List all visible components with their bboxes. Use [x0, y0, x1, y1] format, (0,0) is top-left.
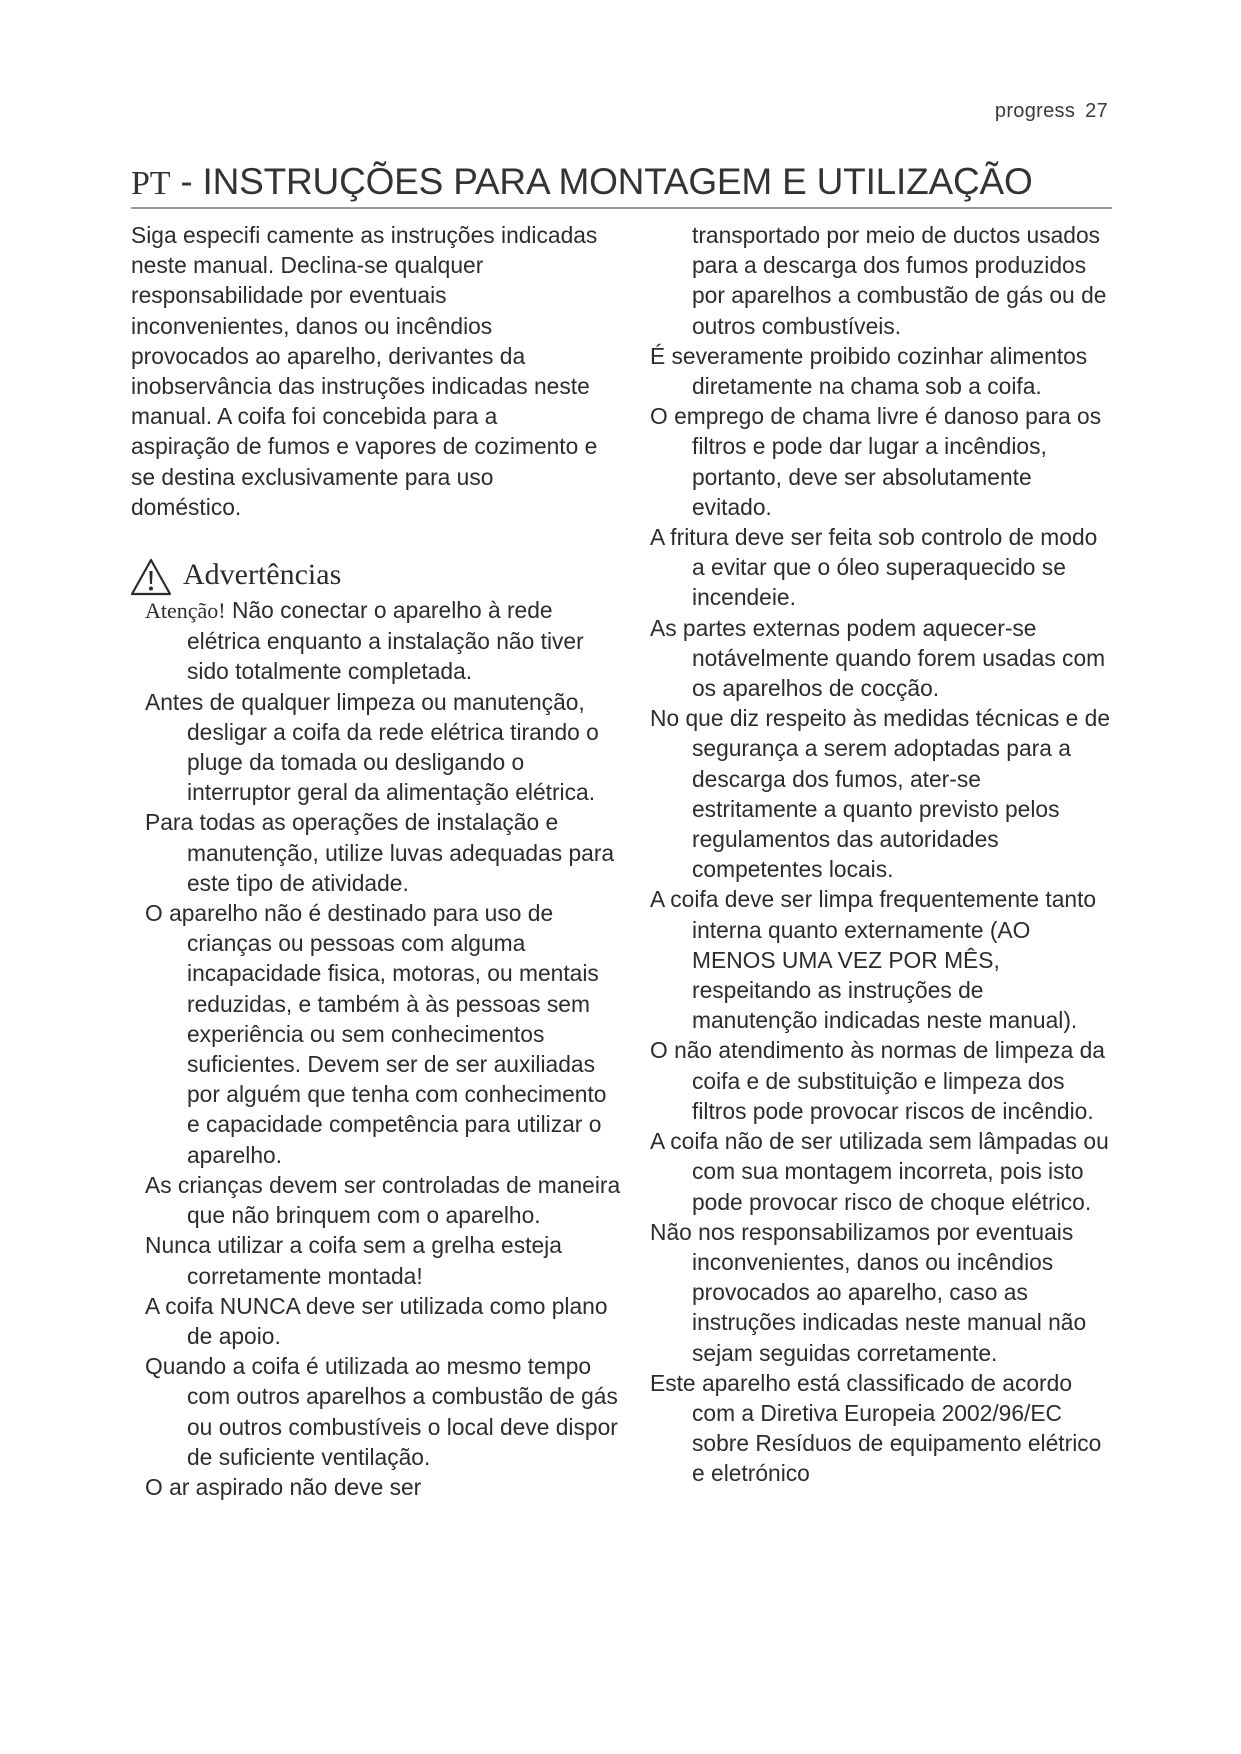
list-item: O aparelho não é destinado para uso de crianças ou pessoas com alguma incapacidade fisica, motoras, ou mentais reduzidas, e também à às pessoas sem experiência ou sem conhecimentos suficientes. Devem ser de ser auxiliadas por alguém que tenha com conhecimento e capacidade competência para utilizar o aparelho.	[145, 900, 607, 1168]
warning-triangle-icon	[129, 557, 173, 597]
language-code: PT	[131, 165, 171, 202]
title-divider	[131, 207, 1112, 209]
page-number: 27	[1085, 100, 1108, 122]
page-title	[131, 160, 1111, 206]
list-item: O emprego de chama livre é danoso para os filtros e pode dar lugar a incêndios, portanto, deve ser absolutamente evitado.	[650, 403, 1102, 520]
title-text: - INSTRUÇÕES PARA MONTAGEM E UTILIZAÇÃO	[170, 161, 1033, 202]
list-item: O não atendimento às normas de limpeza da coifa e de substituição e limpeza dos filtros pode provocar riscos de incêndio.	[650, 1037, 1105, 1124]
list-item: As crianças devem ser controladas de maneira que não brinquem com o aparelho.	[145, 1171, 621, 1229]
list-item: Este aparelho está classificado de acordo com a Diretiva Europeia 2002/96/EC sobre Resíduos de equipamento elétrico e eletrónico	[650, 1369, 1102, 1487]
warnings-list-left	[145, 595, 625, 1502]
list-item: A coifa não de ser utilizada sem lâmpadas ou com sua montagem incorreta, pois isto pode provocar risco de choque elétrico.	[650, 1128, 1109, 1215]
list-item: As partes externas podem aquecer-se notávelmente quando forem usadas com os aparelhos de cocção.	[650, 614, 1106, 702]
list-item: Quando a coifa é utilizada ao mesmo tempo com outros aparelhos a combustão de gás ou outros combustíveis o local deve dispor de suficiente ventilação.	[145, 1353, 618, 1470]
list-item: A coifa deve ser limpa frequentemente tanto interna quanto externamente (AO MENOS UMA VEZ POR MÊS, respeitando as instruções de manutenção indicadas neste manual).	[650, 886, 1097, 1034]
list-item: Não nos responsabilizamos por eventuais inconvenientes, danos ou incêndios provocados ao aparelho, caso as instruções indicadas neste manual não sejam seguidas corretamente.	[650, 1218, 1087, 1366]
page-header	[995, 100, 1108, 123]
list-item	[145, 595, 625, 687]
list-item: No que diz respeito às medidas técnicas e de segurança a serem adoptadas para a descarga dos fumos, ater-se estritamente a quanto previsto pelos regulamentos das autoridades competentes locais.	[650, 705, 1111, 883]
list-item: Para todas as operações de instalação e manutenção, utilize luvas adequadas para este tipo de atividade.	[145, 809, 615, 896]
list-item: O ar aspirado não deve ser	[145, 1473, 422, 1500]
warnings-heading	[131, 555, 631, 595]
attention-label: Atenção!	[145, 598, 226, 624]
list-item: É severamente proibido cozinhar alimentos diretamente na chama sob a coifa.	[650, 342, 1088, 400]
brand-name: progress	[994, 100, 1076, 122]
intro-paragraph: Siga especifi camente as instruções indicadas neste manual. Declina-se qualquer responsabilidade por eventuais inconvenientes, danos ou incêndios provocados ao aparelho, derivantes da inobservância das instruções indicadas neste manual. A coifa foi concebida para a aspiração de fumos e vapores de cozimento e se destina exclusivamente para uso doméstico.	[131, 222, 598, 520]
list-item: Nunca utilizar a coifa sem a grelha esteja corretamente montada!	[145, 1232, 562, 1289]
list-item: A fritura deve ser feita sob controlo de modo a evitar que o óleo superaquecido se incendeie.	[650, 524, 1098, 611]
attention-text: Não conectar o aparelho à rede elétrica enquanto a instalação não tiver sido totalmente completada.	[187, 597, 584, 685]
list-item: Antes de qualquer limpeza ou manutenção, desligar a coifa da rede elétrica tirando o pluge da tomada ou desligando o interruptor geral da alimentação elétrica.	[145, 688, 599, 806]
list-item: A coifa NUNCA deve ser utilizada como plano de apoio.	[145, 1292, 608, 1349]
list-item-continuation: transportado por meio de ductos usados para a descarga dos fumos produzidos por aparelhos a combustão de gás ou de outros combustíveis.	[692, 222, 1107, 339]
left-column	[131, 220, 631, 1502]
warnings-title: Advertências	[183, 558, 342, 592]
warnings-list-right	[650, 220, 1110, 1489]
right-column	[650, 220, 1110, 1489]
